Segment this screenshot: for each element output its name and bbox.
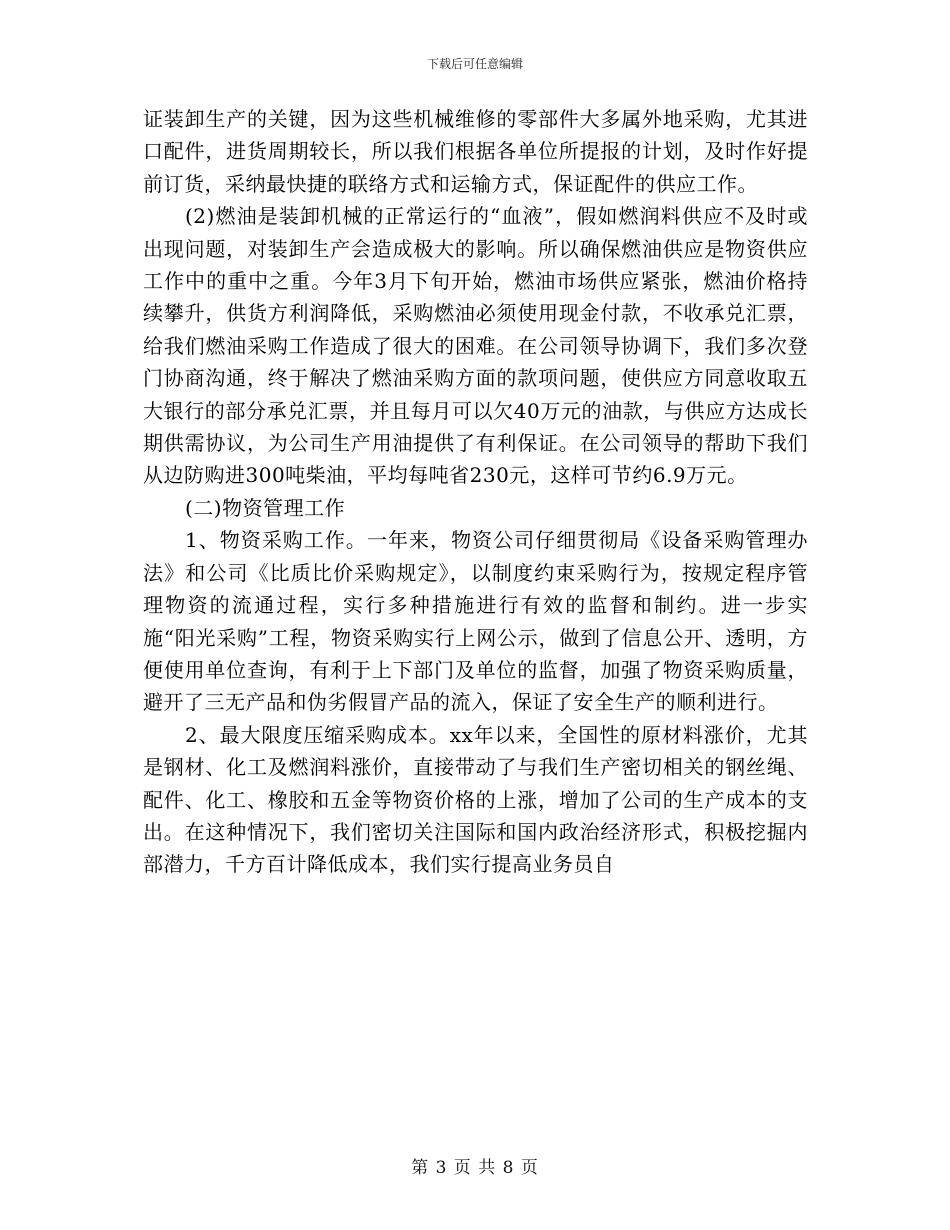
page-header: 下载后可任意编辑 xyxy=(426,57,523,71)
paragraph-material-procurement: 1、物资采购工作。一年来，物资公司仔细贯彻局《设备采购管理办法》和公司《比质比价采购规定》，以制度约束采购行为，按规定程序管理物资的流通过程，实行多种措施进行有效的监督和制约。进一步实施“阳光采购”工程，物资采购实行上网公示，做到了信息公开、透明，方便使用单位查询，有利于上下部门及单位的监督，加强了物资采购质量，避开了三无产品和伪劣假冒产品的流入，保证了安全生产的顺利进行。 xyxy=(143,528,808,715)
page-number: 第 3 页 共 8 页 xyxy=(411,1158,539,1178)
section-heading-material-management: (二)物资管理工作 xyxy=(185,495,346,520)
paragraph-spare-parts: 证装卸生产的关键，因为这些机械维修的零部件大多属外地采购，尤其进口配件，进货周期较长，所以我们根据各单位所提报的计划，及时作好提前订货，采纳最快捷的联络方式和运输方式，保证配件的供应工作。 xyxy=(143,107,808,196)
document-body xyxy=(143,103,808,881)
paragraph-fuel-supply: (2)燃油是装卸机械的正常运行的“血液”，假如燃润料供应不及时或出现问题，对装卸生产会造成极大的影响。所以确保燃油供应是物资供应工作中的重中之重。今年3月下旬开始，燃油市场供应紧张，燃油价格持续攀升，供货方利润降低，采购燃油必须使用现金付款，不收承兑汇票，给我们燃油采购工作造成了很大的困难。在公司领导协调下，我们多次登门协商沟通，终于解决了燃油采购方面的款项问题，使供应方同意收取五大银行的部分承兑汇票，并且每月可以欠40万元的油款，与供应方达成长期供需协议，为公司生产用油提供了有利保证。在公司领导的帮助下我们从边防购进300吨柴油，平均每吨省230元，这样可节约6.9万元。 xyxy=(143,204,808,488)
paragraph-cost-reduction: 2、最大限度压缩采购成本。xx年以来，全国性的原材料涨价，尤其是钢材、化工及燃润料涨价，直接带动了与我们生产密切相关的钢丝绳、配件、化工、橡胶和五金等物资价格的上涨，增加了公司的生产成本的支出。在这种情况下，我们密切关注国际和国内政治经济形式，积极挖掘内部潜力，千方百计降低成本，我们实行提高业务员自 xyxy=(143,722,808,877)
